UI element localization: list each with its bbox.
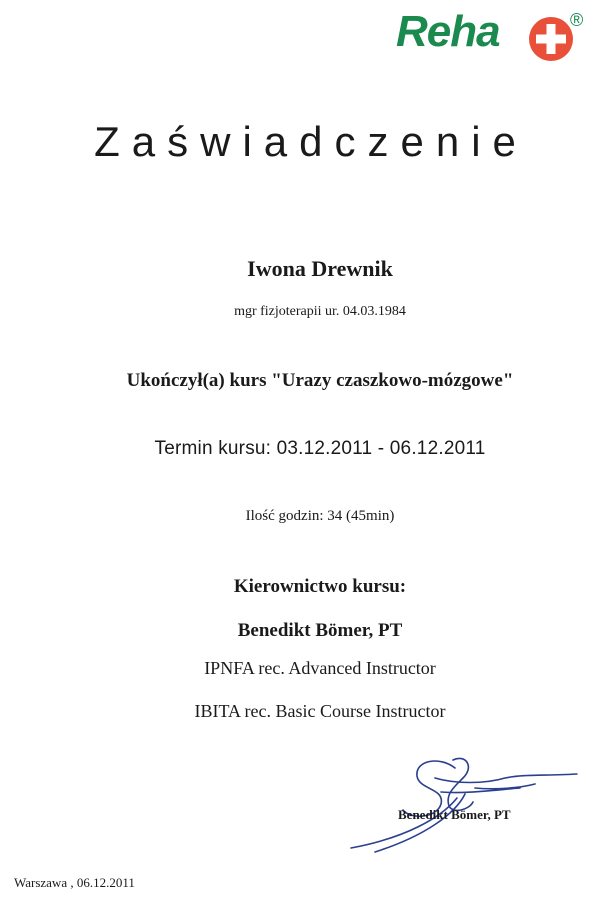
leader-credential-ibita: IBITA rec. Basic Course Instructor	[194, 701, 446, 721]
registered-mark: ®	[570, 10, 584, 30]
recipient-details: mgr fizjoterapii ur. 04.03.1984	[234, 304, 406, 319]
recipient-name: Iwona Drewnik	[247, 256, 393, 281]
signature-printed-name: Benedikt Bömer, PT	[398, 807, 511, 822]
leader-credential-ipnfa: IPNFA rec. Advanced Instructor	[204, 658, 436, 678]
leader-name: Benedikt Bömer, PT	[237, 620, 403, 641]
logo-brand-text: Reha	[396, 7, 500, 56]
handwritten-signature	[345, 748, 585, 854]
course-term: Termin kursu: 03.12.2011 - 06.12.2011	[154, 438, 486, 459]
plus-cross-icon	[528, 16, 574, 62]
page-title: Zaświadczenie	[94, 118, 528, 165]
reha-logo	[388, 6, 593, 70]
place-and-date: Warszawa , 06.12.2011	[14, 875, 135, 890]
course-completion: Ukończył(a) kurs "Urazy czaszkowo-mózgowe"	[126, 370, 514, 391]
leadership-header: Kierownictwo kursu:	[233, 576, 407, 597]
course-hours: Ilość godzin: 34 (45min)	[245, 508, 395, 524]
